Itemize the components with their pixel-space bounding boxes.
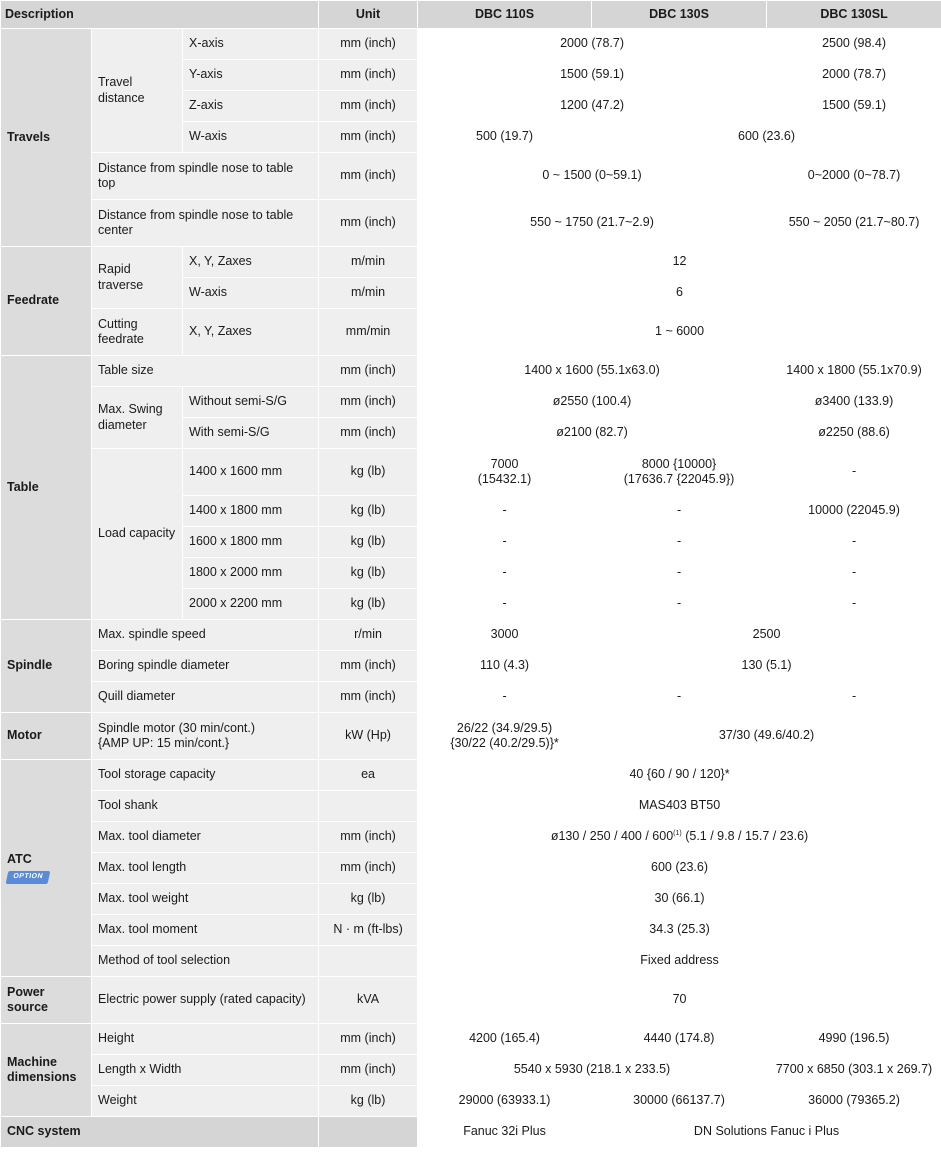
value-load-5-3: - [767,589,941,620]
unit-load-4: kg (lb) [319,558,418,589]
value-tool-shank: MAS403 BT50 [418,791,941,822]
unit-y-axis: mm (inch) [319,60,418,91]
value-rapid-w: 6 [418,278,941,309]
label-tool-storage: Tool storage capacity [92,760,319,791]
row-load-1 [1,449,941,496]
unit-weight: kg (lb) [319,1086,418,1117]
value-motor-1a: 26/22 (34.9/29.5) [456,720,553,735]
value-swing-without-3: ø3400 (133.9) [767,387,941,418]
unit-tool-shank [319,791,418,822]
value-load-5-1: - [418,589,592,620]
value-quill-2: - [592,682,767,713]
value-load-4-3: - [767,558,941,589]
unit-load-2: kg (lb) [319,496,418,527]
atc-label: ATC [7,852,32,867]
value-w-axis-23: 600 (23.6) [592,122,941,153]
label-power: Electric power supply (rated capacity) [92,977,319,1024]
value-tool-diameter [418,822,941,853]
header-model-3: DBC 130SL [767,1,941,29]
value-lw-3: 7700 x 6850 (303.1 x 269.7) [767,1055,941,1086]
value-height-3: 4990 (196.5) [767,1024,941,1055]
value-load-2-3: 10000 (22045.9) [767,496,941,527]
value-load-3-1: - [418,527,592,558]
unit-spindle-motor: kW (Hp) [319,713,418,760]
row-length-width [1,1055,941,1086]
value-rapid-xyz: 12 [418,247,941,278]
row-tool-storage [1,760,941,791]
category-feedrate: Feedrate [1,247,92,356]
unit-swing-with: mm (inch) [319,418,418,449]
label-spindle-motor-b: {AMP UP: 15 min/cont.} [98,736,230,750]
header-row [1,1,941,29]
category-dimensions: Machine dimensions [1,1024,92,1117]
value-boring-23: 130 (5.1) [592,651,941,682]
unit-w-axis: mm (inch) [319,122,418,153]
unit-tool-weight: kg (lb) [319,884,418,915]
value-motor-1 [418,713,592,760]
row-tool-shank [1,791,941,822]
label-boring-diameter: Boring spindle diameter [92,651,319,682]
row-table-size [1,356,941,387]
label-z-axis: Z-axis [183,91,319,122]
unit-power: kVA [319,977,418,1024]
value-cutting-xyz: 1 ~ 6000 [418,309,941,356]
label-table-size: Table size [92,356,319,387]
value-tool-diameter-tail: (5.1 / 9.8 / 15.7 / 23.6) [681,829,809,844]
row-quill-diameter [1,682,941,713]
value-load-3-3: - [767,527,941,558]
value-load-4-1: - [418,558,592,589]
value-height-1: 4200 (165.4) [418,1024,592,1055]
value-tool-selection: Fixed address [418,946,941,977]
unit-nose-center: mm (inch) [319,200,418,247]
unit-cnc [319,1117,418,1148]
label-rapid-xyz: X, Y, Zaxes [183,247,319,278]
label-load-5: 2000 x 2200 mm [183,589,319,620]
label-tool-selection: Method of tool selection [92,946,319,977]
row-nose-top [1,153,941,200]
unit-quill-diameter: mm (inch) [319,682,418,713]
value-load-5-2: - [592,589,767,620]
label-quill-diameter: Quill diameter [92,682,319,713]
value-tool-weight: 30 (66.1) [418,884,941,915]
label-rapid-traverse: Rapid traverse [92,247,183,309]
unit-boring-diameter: mm (inch) [319,651,418,682]
value-swing-with-12: ø2100 (82.7) [418,418,767,449]
value-lw-12: 5540 x 5930 (218.1 x 233.5) [418,1055,767,1086]
label-cutting-feedrate: Cutting feedrate [92,309,183,356]
footnote-marker: (1) [673,830,682,838]
category-spindle: Spindle [1,620,92,713]
unit-load-5: kg (lb) [319,589,418,620]
label-tool-weight: Max. tool weight [92,884,319,915]
value-tool-moment: 34.3 (25.3) [418,915,941,946]
value-z-axis-12: 1200 (47.2) [418,91,767,122]
unit-tool-moment: N · m (ft-lbs) [319,915,418,946]
unit-x-axis: mm (inch) [319,29,418,60]
option-badge: OPTION [6,871,51,884]
value-tool-diameter-main: ø130 / 250 / 400 / 600 [550,829,674,844]
value-load-1-1b: (15432.1) [477,472,532,486]
value-boring-1: 110 (4.3) [418,651,592,682]
value-w-axis-1: 500 (19.7) [418,122,592,153]
label-spindle-motor-a: Spindle motor (30 min/cont.) [98,720,256,735]
value-spindle-speed-1: 3000 [418,620,592,651]
label-load-capacity: Load capacity [92,449,183,620]
value-load-2-1: - [418,496,592,527]
label-travel-distance: Travel distance [92,29,183,153]
label-length-width: Length x Width [92,1055,319,1086]
unit-tool-length: mm (inch) [319,853,418,884]
category-table: Table [1,356,92,620]
value-load-1-1a: 7000 [490,456,519,471]
unit-rapid-w: m/min [319,278,418,309]
label-load-1: 1400 x 1600 mm [183,449,319,496]
category-power: Power source [1,977,92,1024]
value-load-1-2 [592,449,767,496]
row-tool-diameter [1,822,941,853]
value-weight-1: 29000 (63933.1) [418,1086,592,1117]
unit-length-width: mm (inch) [319,1055,418,1086]
value-load-1-3: - [767,449,941,496]
label-w-axis: W-axis [183,122,319,153]
value-nose-center-12: 550 ~ 1750 (21.7~2.9) [418,200,767,247]
label-tool-diameter: Max. tool diameter [92,822,319,853]
label-load-3: 1600 x 1800 mm [183,527,319,558]
row-spindle-motor [1,713,941,760]
unit-nose-top: mm (inch) [319,153,418,200]
row-spindle-speed [1,620,941,651]
unit-spindle-speed: r/min [319,620,418,651]
label-spindle-motor [92,713,319,760]
header-unit: Unit [319,1,418,29]
unit-tool-selection [319,946,418,977]
row-weight [1,1086,941,1117]
unit-tool-diameter: mm (inch) [319,822,418,853]
value-spindle-speed-23: 2500 [592,620,941,651]
label-y-axis: Y-axis [183,60,319,91]
label-tool-shank: Tool shank [92,791,319,822]
category-cnc: CNC system [1,1117,319,1148]
row-power [1,977,941,1024]
value-load-2-2: - [592,496,767,527]
unit-cutting-xyz: mm/min [319,309,418,356]
value-cnc-23: DN Solutions Fanuc i Plus [592,1117,941,1148]
value-x-axis-3: 2500 (98.4) [767,29,941,60]
unit-z-axis: mm (inch) [319,91,418,122]
label-nose-center: Distance from spindle nose to table center [92,200,319,247]
label-height: Height [92,1024,319,1055]
value-nose-center-3: 550 ~ 2050 (21.7~80.7) [767,200,941,247]
unit-load-1: kg (lb) [319,449,418,496]
row-x-axis [1,29,941,60]
value-weight-2: 30000 (66137.7) [592,1086,767,1117]
row-tool-length [1,853,941,884]
row-swing-without [1,387,941,418]
label-cutting-xyz: X, Y, Zaxes [183,309,319,356]
value-y-axis-3: 2000 (78.7) [767,60,941,91]
unit-tool-storage: ea [319,760,418,791]
label-nose-top: Distance from spindle nose to table top [92,153,319,200]
row-nose-center [1,200,941,247]
category-atc [1,760,92,977]
value-quill-1: - [418,682,592,713]
value-swing-with-3: ø2250 (88.6) [767,418,941,449]
row-height [1,1024,941,1055]
value-quill-3: - [767,682,941,713]
row-tool-moment [1,915,941,946]
value-power: 70 [418,977,941,1024]
value-x-axis-12: 2000 (78.7) [418,29,767,60]
value-tool-length: 600 (23.6) [418,853,941,884]
label-weight: Weight [92,1086,319,1117]
label-swing-diameter: Max. Swing diameter [92,387,183,449]
unit-swing-without: mm (inch) [319,387,418,418]
label-load-2: 1400 x 1800 mm [183,496,319,527]
value-load-3-2: - [592,527,767,558]
value-table-size-3: 1400 x 1800 (55.1x70.9) [767,356,941,387]
value-load-4-2: - [592,558,767,589]
header-model-2: DBC 130S [592,1,767,29]
row-cnc [1,1117,941,1148]
value-z-axis-3: 1500 (59.1) [767,91,941,122]
label-swing-with: With semi-S/G [183,418,319,449]
value-weight-3: 36000 (79365.2) [767,1086,941,1117]
value-load-1-2a: 8000 {10000} [641,456,717,471]
value-tool-storage: 40 {60 / 90 / 120}* [418,760,941,791]
category-travels: Travels [1,29,92,247]
label-spindle-speed: Max. spindle speed [92,620,319,651]
row-tool-weight [1,884,941,915]
row-tool-selection [1,946,941,977]
unit-load-3: kg (lb) [319,527,418,558]
row-boring-diameter [1,651,941,682]
header-model-1: DBC 110S [418,1,592,29]
value-motor-23: 37/30 (49.6/40.2) [592,713,941,760]
value-cnc-1: Fanuc 32i Plus [418,1117,592,1148]
label-load-4: 1800 x 2000 mm [183,558,319,589]
value-nose-top-3: 0~2000 (0~78.7) [767,153,941,200]
unit-height: mm (inch) [319,1024,418,1055]
unit-rapid-xyz: m/min [319,247,418,278]
value-height-2: 4440 (174.8) [592,1024,767,1055]
label-x-axis: X-axis [183,29,319,60]
unit-table-size: mm (inch) [319,356,418,387]
value-table-size-12: 1400 x 1600 (55.1x63.0) [418,356,767,387]
row-rapid-xyz [1,247,941,278]
value-nose-top-12: 0 ~ 1500 (0~59.1) [418,153,767,200]
value-motor-1b: {30/22 (40.2/29.5)}* [450,736,559,750]
category-motor: Motor [1,713,92,760]
label-swing-without: Without semi-S/G [183,387,319,418]
value-swing-without-12: ø2550 (100.4) [418,387,767,418]
label-tool-length: Max. tool length [92,853,319,884]
label-tool-moment: Max. tool moment [92,915,319,946]
value-load-1-2b: (17636.7 {22045.9}) [623,472,735,486]
value-load-1-1 [418,449,592,496]
label-rapid-w: W-axis [183,278,319,309]
value-y-axis-12: 1500 (59.1) [418,60,767,91]
row-cutting [1,309,941,356]
header-description: Description [1,1,319,29]
